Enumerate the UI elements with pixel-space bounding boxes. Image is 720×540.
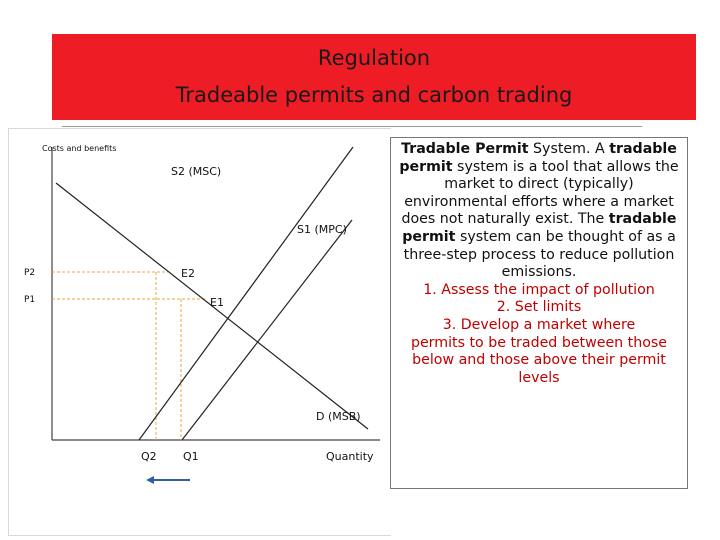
intro-text-3: system can be thought of as a three-step process to reduce pollution emissions. [403,228,676,281]
title-line-1: Regulation [317,46,431,70]
e2-label: E2 [181,267,195,280]
p1-label: P1 [24,295,36,305]
steps-list [393,282,685,388]
mpc-curve [182,220,352,440]
panel-intro [395,141,683,282]
step-3-body: permits to be traded between those below and those above their permit levels [410,334,668,386]
mpc-label: S1 (MPC) [297,223,347,236]
permit-system-panel [390,137,688,489]
intro-bold-3: tradable permit [402,211,677,245]
step-2: 2. Set limits [496,299,582,316]
y-axis-label: Costs and benefits [42,144,117,153]
x-axis-label: Quantity [326,450,374,463]
title-line-2: Tradeable permits and carbon trading [175,83,573,107]
msb-label: D (MSB) [316,410,361,423]
intro-bold-1: Tradable Permit [401,141,529,157]
intro-bold-2: tradable permit [399,141,677,175]
left-arrow-icon [146,476,190,484]
step-3-heading: 3. Develop a market where [442,316,636,333]
msc-curve [139,147,353,440]
e1-label: E1 [210,296,224,309]
intro-text-2: system is a tool that allows the market to direct (typically) environmental efforts where a market does not naturally exist. The [401,158,679,228]
p2-label: P2 [24,268,36,278]
step-1: 1. Assess the impact of pollution [423,281,655,298]
q2-label: Q2 [141,450,157,463]
intro-text-1: System. A [528,141,610,157]
q1-label: Q1 [183,450,199,463]
msc-label: S2 (MSC) [171,165,222,178]
